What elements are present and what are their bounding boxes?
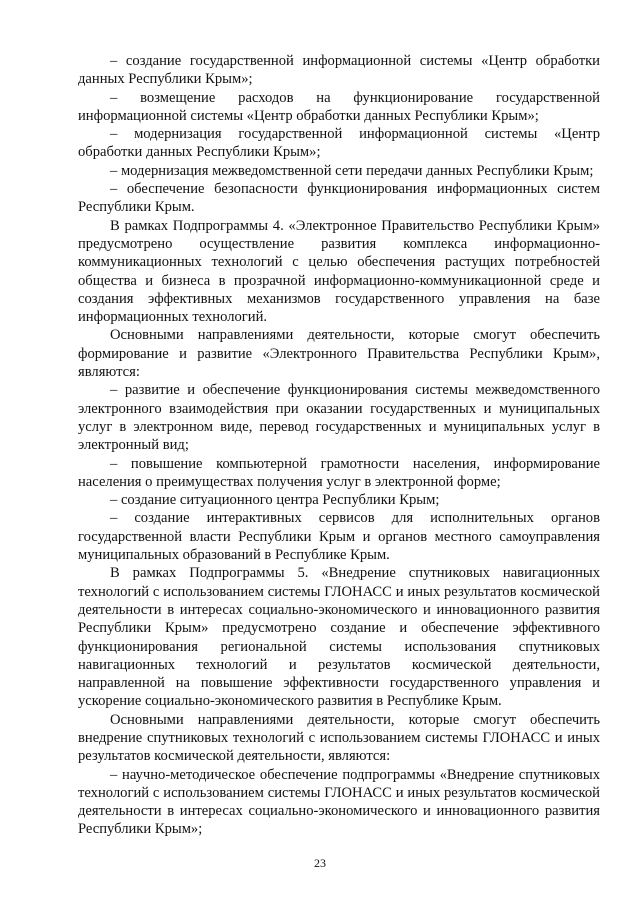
list-item-computer-literacy: – повышение компьютерной грамотности населения, информирование населения о преимуществах получения услуг в электронной форме;	[78, 455, 600, 490]
paragraph-subprogram-4: В рамках Подпрограммы 4. «Электронное Правительство Республики Крым» предусмотрено осуществление развития комплекса информационно-коммуникационных технологий с целью обеспечения растущих потребностей общества и бизнеса в прозрачной информационно-коммуникационной среде и создания эффективных механизмов государственного управления на базе информационных технологий.	[78, 217, 600, 326]
paragraph-directions-glonass: Основными направлениями деятельности, которые смогут обеспечить внедрение спутниковых технологий с использованием системы ГЛОНАСС и иных результатов космической деятельности, являются:	[78, 711, 600, 765]
document-body	[78, 52, 600, 839]
page-number: 23	[314, 856, 326, 870]
list-item-modernize-data-center: – модернизация государственной информационной системы «Центр обработки данных Республики Крым»;	[78, 126, 600, 161]
list-item-security: – обеспечение безопасности функционирования информационных систем Республики Крым.	[78, 181, 600, 216]
list-item-situation-center: – создание ситуационного центра Республики Крым;	[110, 492, 440, 509]
list-item-interagency-interaction: – развитие и обеспечение функционирования системы межведомственного электронного взаимодействия при оказании государственных и муниципальных услуг в электронном виде, перевод государственных и муниципальных услуг в электронный вид;	[78, 382, 600, 454]
list-item-modernize-network: – модернизация межведомственной сети передачи данных Республики Крым;	[110, 162, 594, 179]
paragraph-directions-e-government: Основными направлениями деятельности, которые смогут обеспечить формирование и развитие «Электронного Правительства Республики Крым», являются:	[78, 327, 600, 381]
list-item-create-data-center: – создание государственной информационной системы «Центр обработки данных Республики Крым»;	[78, 53, 600, 88]
list-item-reimburse-expenses: – возмещение расходов на функционирование государственной информационной системы «Центр обработки данных Республики Крым»;	[78, 89, 600, 124]
paragraph-subprogram-5: В рамках Подпрограммы 5. «Внедрение спутниковых навигационных технологий с использованием системы ГЛОНАСС и иных результатов космической деятельности в интересах социально-экономического и инновационного развития Республики Крым» предусмотрено создание и обеспечение эффективного функционирования региональной системы использования спутниковых навигационных технологий и результатов космической деятельности, направленной на повышение эффективности государственного управления и ускорение социально-экономического развития в Республике Крым.	[78, 565, 600, 710]
list-item-interactive-services: – создание интерактивных сервисов для исполнительных органов государственной власти Республики Крым и органов местного самоуправления муниципальных образований в Республике Крым.	[78, 510, 600, 564]
list-item-methodical-support: – научно-методическое обеспечение подпрограммы «Внедрение спутниковых технологий с использованием системы ГЛОНАСС и иных результатов космической деятельности в интересах социально-экономического и инновационного развития Республики Крым»;	[78, 766, 600, 838]
